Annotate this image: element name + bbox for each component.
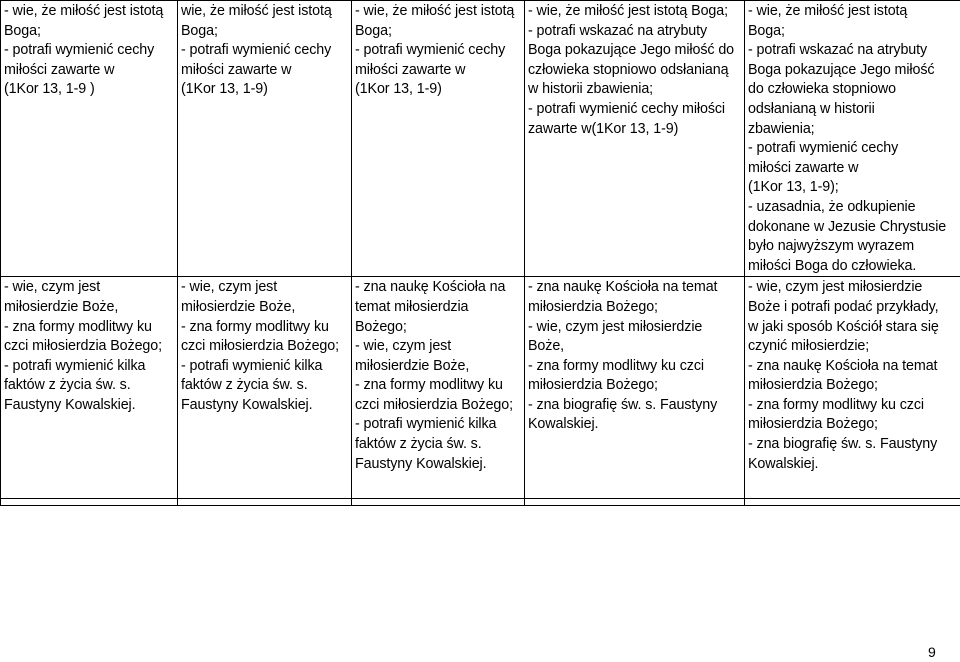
table-cell	[745, 1, 960, 277]
table-cell	[178, 277, 352, 499]
cell-text: - wie, czym jest miłosierdzie Boże i potrafi podać przykłady, w jaki sposób Kościół stara się czynić miłosierdzie; - zna naukę Kościoła na temat miłosierdzia Bożego; - zna formy modlitwy ku czci miłosierdzia Bożego; - zna biografię św. s. Faustyny Kowalskiej.	[748, 279, 939, 472]
cell-text: - zna naukę Kościoła na temat miłosierdzia Bożego; - wie, czym jest miłosierdzie Boże, - zna formy modlitwy ku czci miłosierdzia Bożego; - zna biografię św. s. Faustyny Kowalskiej.	[528, 279, 718, 433]
cell-text: - wie, czym jest miłosierdzie Boże, - zna formy modlitwy ku czci miłosierdzia Bożego; - potrafi wymienić kilka faktów z życia św. s. Faustyny Kowalskiej.	[4, 279, 163, 413]
table-cell	[1, 277, 178, 499]
cell-text: - wie, czym jest miłosierdzie Boże, - zna formy modlitwy ku czci miłosierdzia Bożego; - potrafi wymienić kilka faktów z życia św. s. Faustyny Kowalskiej.	[181, 279, 340, 413]
table-cell	[352, 499, 525, 506]
table-cell	[525, 499, 745, 506]
table-cell	[352, 277, 525, 499]
table-cell	[745, 277, 960, 499]
table-cell	[178, 499, 352, 506]
cell-text: wie, że miłość jest istotą Boga; - potrafi wymienić cechy miłości zawarte w (1Kor 13, 1-9)	[181, 3, 332, 98]
table-cell	[525, 277, 745, 499]
table-cell	[178, 1, 352, 277]
cell-text: - wie, że miłość jest istotą Boga; - potrafi wskazać na atrybuty Boga pokazujące Jego miłość do człowieka stopniowo odsłanianą w historii zbawienia; - potrafi wymienić cechy miłości zawarte w(1Kor 13, 1-9)	[528, 3, 735, 137]
cell-text: - wie, że miłość jest istotą Boga; - potrafi wymienić cechy miłości zawarte w (1Kor 13, 1-9)	[355, 3, 515, 98]
table-cell	[352, 1, 525, 277]
table-cell	[1, 1, 178, 277]
cell-text: - wie, że miłość jest istotą Boga; - potrafi wskazać na atrybuty Boga pokazujące Jego miłość do człowieka stopniowo odsłanianą w historii zbawienia; - potrafi wymienić cechy miłości zawarte w (1Kor 13, 1-9); - uzasadnia, że odkupienie dokonane w Jezusie Chrystusie było najwyższym wyrazem miłości Boga do człowieka.	[748, 3, 947, 274]
cell-text: - zna naukę Kościoła na temat miłosierdzia Bożego; - wie, czym jest miłosierdzie Boże, - zna formy modlitwy ku czci miłosierdzia Bożego; - potrafi wymienić kilka faktów z życia św. s. Faustyny Kowalskiej.	[355, 279, 514, 472]
table-row	[1, 1, 960, 277]
page-number: 9	[928, 644, 936, 660]
cell-text: - wie, że miłość jest istotą Boga; - potrafi wymienić cechy miłości zawarte w (1Kor 13, 1-9 )	[4, 3, 164, 98]
table-cell	[525, 1, 745, 277]
table-row	[1, 277, 960, 499]
table-cell	[1, 499, 178, 506]
table-row	[1, 499, 960, 506]
table-cell	[745, 499, 960, 506]
